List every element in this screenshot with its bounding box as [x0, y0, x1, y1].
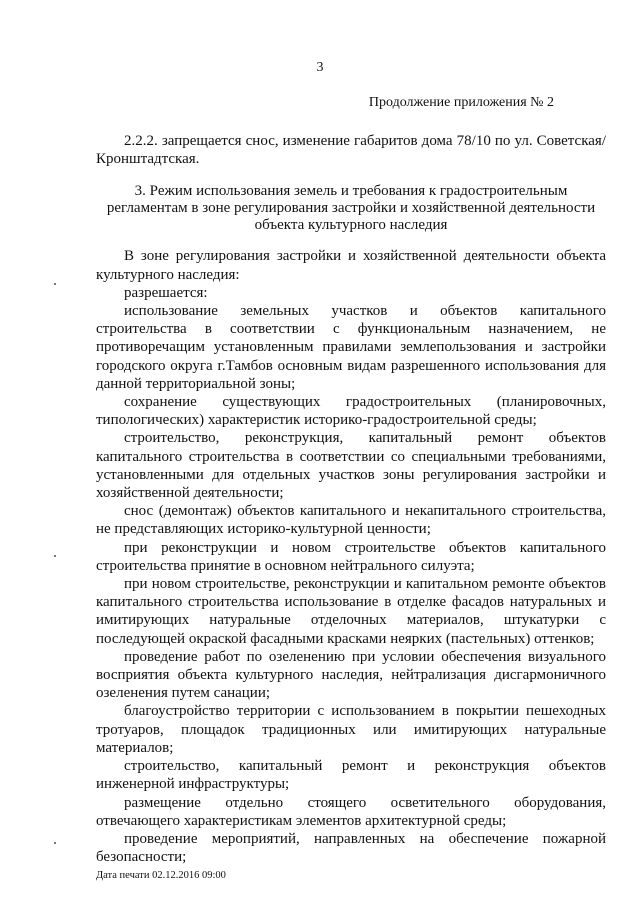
paragraph: при реконструкции и новом строительстве объектов капитального строительства принятие в основном нейтрального силуэта;: [96, 539, 606, 574]
paragraph: размещение отдельно стоящего осветительного оборудования, отвечающего характеристикам элементов архитектурной среды;: [96, 794, 606, 829]
paragraph: сохранение существующих градостроительных (планировочных, типологических) характеристик историко-градостроительной среды;: [96, 394, 606, 429]
paragraph: при новом строительстве, реконструкции и капитальном ремонте объектов капитального строительства использование в отделке фасадов натуральных и имитирующих натуральные отделочных материалов, штукатурки с последующей окраской фасадными красками неярких (пастельных) оттенков;: [96, 576, 606, 647]
paragraph: В зоне регулирования застройки и хозяйственной деятельности объекта культурного наследия:: [96, 248, 606, 283]
clause-2-2-2: 2.2.2. запрещается снос, изменение габаритов дома 78/10 по ул. Советская/Кронштадтская.: [96, 133, 606, 168]
scan-mark: [54, 555, 56, 557]
scan-mark: [54, 283, 56, 285]
paragraph: проведение работ по озеленению при условии обеспечения визуального восприятия объекта культурного наследия, нейтрализация дисгармоничного озеленения путем санации;: [96, 648, 606, 702]
paragraph: использование земельных участков и объектов капитального строительства в соответствии с функциональным назначением, не противоречащим установленным правилами землепользования и застройки городского округа г.Тамбов основным видам разрешенного использования для данной территориальной зоны;: [96, 303, 606, 392]
paragraph: проведение мероприятий, направленных на обеспечение пожарной безопасности;: [96, 830, 606, 866]
scan-mark: [54, 842, 56, 844]
paragraph: благоустройство территории с использованием в покрытии пешеходных тротуаров, площадок традиционных или имитирующих натуральные материалов;: [96, 703, 606, 756]
document-body: [96, 132, 606, 866]
page-number: 3: [316, 60, 324, 75]
paragraph: разрешается:: [124, 284, 208, 301]
paragraph: снос (демонтаж) объектов капитального и некапитального строительства, не представляющих историко-культурной ценности;: [96, 503, 606, 538]
section-heading: 3. Режим использования земель и требования к градостроительным регламентам в зоне регулирования застройки и хозяйственной деятельности объекта культурного наследия: [106, 183, 596, 234]
paragraph: строительство, капитальный ремонт и реконструкция объектов инженерной инфраструктуры;: [96, 758, 606, 793]
appendix-note: Продолжение приложения № 2: [368, 95, 554, 110]
paragraph: строительство, реконструкция, капитальный ремонт объектов капитального строительства в соответствии со специальными требованиями, установленными для отдельных участков зоны регулирования застройки и хозяйственной деятельности;: [96, 430, 606, 502]
print-date: Дата печати 02.12.2016 09:00: [96, 870, 226, 881]
